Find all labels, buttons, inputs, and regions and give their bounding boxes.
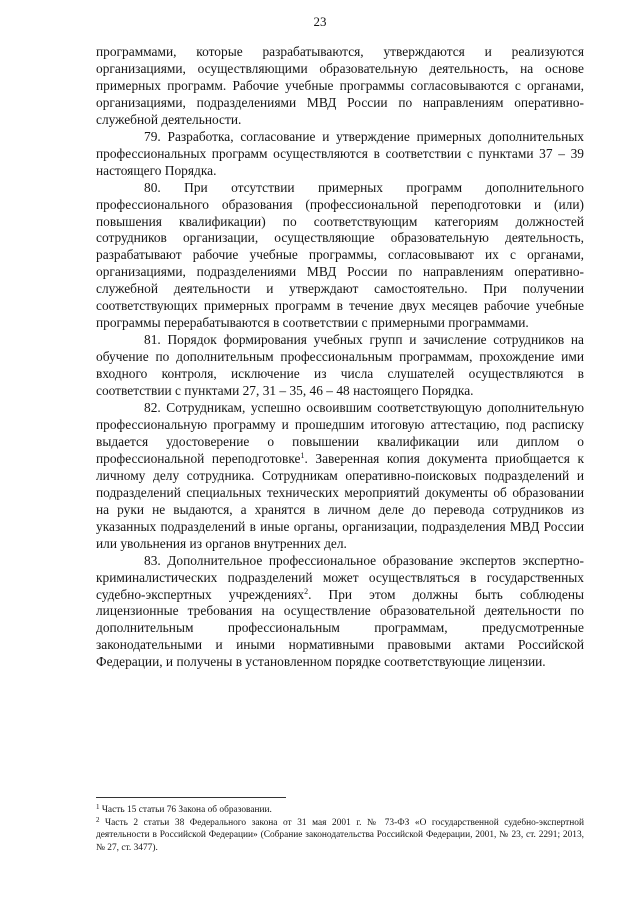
paragraph-81: 81. Порядок формирования учебных групп и зачисление сотрудников на обучение по дополнительным профессиональным программам, прохождение ими входного контроля, исключение из числа слушателей осуществляются в соответствии с пунктами 27, 31 – 35, 46 – 48 настоящего Порядка.: [96, 332, 584, 399]
paragraph-82-text-before: 82. Сотрудникам, успешно освоившим соответствующую дополнительную профессиональную программу и прошедшим итоговую аттестацию, под расписку выдается удостоверение о повышении квалификации или диплом о профессиональной переподготовке: [96, 400, 584, 466]
paragraph-79: 79. Разработка, согласование и утверждение примерных дополнительных профессиональных программ осуществляются в соответствии с пунктами 37 – 39 настоящего Порядка.: [96, 128, 584, 178]
footnote-1-text: Часть 15 статьи 76 Закона об образовании.: [99, 805, 272, 815]
footnote-ref-2[interactable]: 2: [304, 586, 309, 596]
paragraph-82-text-after: . Заверенная копия документа приобщается к личному делу сотрудника. Сотрудникам оперативно-поисковых подразделений и подразделений специальных технических мероприятий документы об образовании на руки не выдаются, а хранятся в личном деле до перевода сотрудников из указанных подразделений в иные органы, организации, подразделения МВД России или увольнения из органов внутренних дел.: [96, 450, 584, 551]
footnote-2-mark: 2: [96, 815, 100, 824]
paragraph-80: 80. При отсутствии примерных программ дополнительного профессионального образования (профессиональной переподготовки и (или) повышения квалификации) по соответствующим категориям должностей сотрудников организации, осуществляющие образовательную деятельность, разрабатывают рабочие учебные программы, согласовывают их с органами, организациями, подразделениями МВД России по направлениям оперативно-служебной деятельности и утверждают самостоятельно. При получении соответствующих примерных программ в течение двух месяцев рабочие учебные программы перерабатываются в соответствии с примерными программами.: [96, 179, 584, 331]
document-body: [96, 44, 584, 671]
paragraph-83-text-before: 83. Дополнительное профессиональное образование экспертов экспертно-криминалистических подразделений может осуществляться в государственных судебно-экспертных учреждениях: [96, 552, 584, 602]
footnote-divider: [96, 797, 286, 798]
footnote-1: [96, 804, 584, 817]
footnotes: [96, 804, 584, 855]
paragraph-78-continuation: программами, которые разрабатываются, утверждаются и реализуются организациями, осуществляющими образовательную деятельность, на основе примерных программ. Рабочие учебные программы согласовываются с органами, организациями, подразделениями МВД России по направлениям оперативно-служебной деятельности.: [96, 44, 584, 127]
footnote-1-mark: 1: [96, 803, 100, 811]
footnote-2-text: Часть 2 статьи 38 Федерального закона от 31 мая 2001 г. № 73-ФЗ «О государственной судебно-экспертной деятельности в Российской Федерации» (Собрание законодательства Российской Федерации, 2001, № 23, ст. 2291; 2013, № 27, ст. 3477).: [96, 817, 584, 854]
paragraph-83-text-after: . При этом должны быть соблюдены лицензионные требования на осуществление образовательной деятельности по дополнительным профессиональным программам, предусмотренные законодательными и иными нормативными правовыми актами Российской Федерации, и получены в установленном порядке соответствующие лицензии.: [96, 586, 584, 670]
page-number: 23: [313, 14, 327, 29]
footnote-2: [96, 817, 584, 855]
footnote-ref-1[interactable]: 1: [300, 450, 305, 460]
paragraph-82: [96, 400, 584, 553]
paragraph-83: [96, 553, 584, 672]
